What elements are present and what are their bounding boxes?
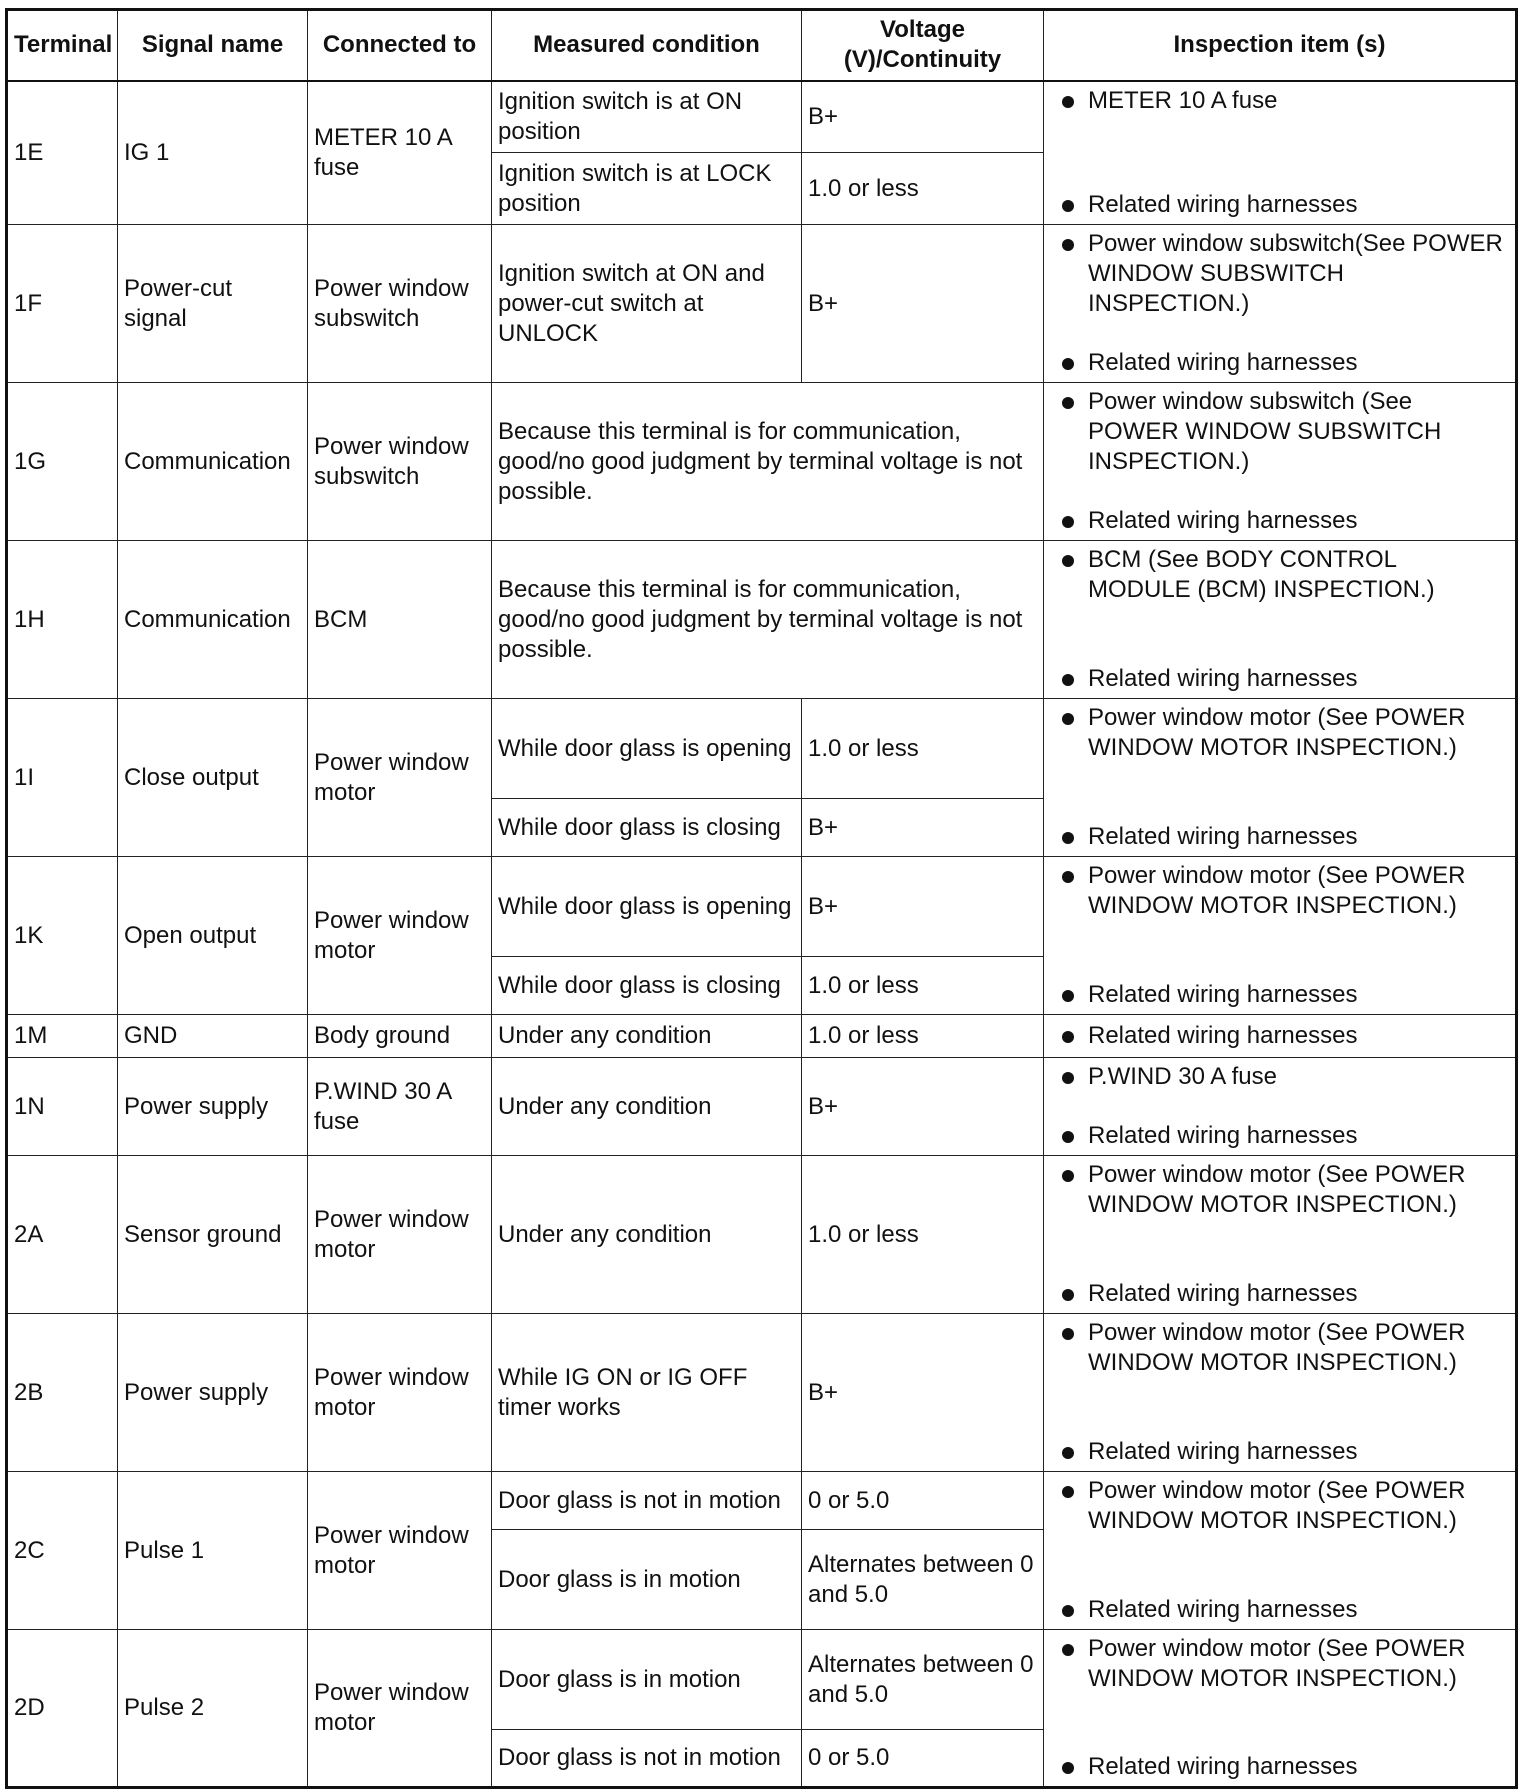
voltage-cell: Alternates between 0 and 5.0 <box>802 1530 1044 1630</box>
terminal-cell: 1E <box>7 81 118 225</box>
inspection-item: BCM (See BODY CONTROL MODULE (BCM) INSPECTION.) <box>1088 545 1505 605</box>
measured-condition-cell: Under any condition <box>492 1015 802 1058</box>
table-row <box>7 1015 1517 1058</box>
voltage-cell: 0 or 5.0 <box>802 1730 1044 1788</box>
measured-condition-cell: While door glass is closing <box>492 799 802 857</box>
voltage-cell: 1.0 or less <box>802 1156 1044 1314</box>
measured-condition-cell: Ignition switch is at ON position <box>492 81 802 153</box>
terminal-cell: 2A <box>7 1156 118 1314</box>
terminal-cell: 1M <box>7 1015 118 1058</box>
inspection-item: Power window motor (See POWER WINDOW MOTOR INSPECTION.) <box>1088 1160 1505 1220</box>
header-signal-name: Signal name <box>118 10 308 81</box>
table-row <box>7 1630 1517 1730</box>
table-row <box>7 383 1517 541</box>
inspection-list <box>1088 703 1505 852</box>
terminal-cell: 1K <box>7 857 118 1015</box>
connected-to-cell: Power window motor <box>308 1472 492 1630</box>
signal-name-cell: Communication <box>118 383 308 541</box>
measured-condition-cell: Under any condition <box>492 1156 802 1314</box>
signal-name-cell: Open output <box>118 857 308 1015</box>
signal-name-cell: Power supply <box>118 1058 308 1156</box>
signal-name-cell: GND <box>118 1015 308 1058</box>
voltage-cell: 0 or 5.0 <box>802 1472 1044 1530</box>
connected-to-cell: Power window motor <box>308 1156 492 1314</box>
terminal-cell: 1F <box>7 225 118 383</box>
voltage-cell: 1.0 or less <box>802 957 1044 1015</box>
inspection-list <box>1088 1318 1505 1467</box>
inspection-item: Power window subswitch(See POWER WINDOW SUBSWITCH INSPECTION.) <box>1088 229 1505 319</box>
signal-name-cell: IG 1 <box>118 81 308 225</box>
table-row <box>7 699 1517 799</box>
inspection-list <box>1088 1062 1505 1151</box>
voltage-cell: B+ <box>802 225 1044 383</box>
inspection-item: Power window motor (See POWER WINDOW MOTOR INSPECTION.) <box>1088 1318 1505 1378</box>
inspection-item: Related wiring harnesses <box>1088 664 1505 694</box>
inspection-cell <box>1044 1630 1517 1788</box>
inspection-item: Power window motor (See POWER WINDOW MOTOR INSPECTION.) <box>1088 703 1505 763</box>
inspection-list <box>1088 1019 1505 1053</box>
signal-name-cell: Power-cut signal <box>118 225 308 383</box>
connected-to-cell: Power window motor <box>308 857 492 1015</box>
header-voltage-line2: (V)/Continuity <box>843 46 1002 74</box>
table-row <box>7 1472 1517 1530</box>
terminal-cell: 1N <box>7 1058 118 1156</box>
table-row <box>7 225 1517 383</box>
connected-to-cell: Power window motor <box>308 699 492 857</box>
table-row <box>7 857 1517 957</box>
connected-to-cell: Power window motor <box>308 1314 492 1472</box>
table-row <box>7 81 1517 153</box>
inspection-cell <box>1044 1058 1517 1156</box>
inspection-list <box>1088 861 1505 1010</box>
table-body <box>7 81 1517 1788</box>
voltage-cell: Alternates between 0 and 5.0 <box>802 1630 1044 1730</box>
header-inspection: Inspection item (s) <box>1044 10 1517 81</box>
inspection-item: Related wiring harnesses <box>1088 190 1505 220</box>
measured-condition-cell: Door glass is in motion <box>492 1630 802 1730</box>
inspection-list <box>1088 1634 1505 1782</box>
inspection-item: Related wiring harnesses <box>1088 980 1505 1010</box>
inspection-item: Related wiring harnesses <box>1088 1121 1505 1151</box>
inspection-cell <box>1044 1472 1517 1630</box>
inspection-cell <box>1044 857 1517 1015</box>
voltage-cell: B+ <box>802 81 1044 153</box>
voltage-cell: B+ <box>802 1058 1044 1156</box>
inspection-item: Power window motor (See POWER WINDOW MOTOR INSPECTION.) <box>1088 1634 1505 1694</box>
inspection-list <box>1088 1160 1505 1309</box>
terminal-cell: 1H <box>7 541 118 699</box>
terminal-cell: 2B <box>7 1314 118 1472</box>
inspection-item: Related wiring harnesses <box>1088 1279 1505 1309</box>
table-row <box>7 1058 1517 1156</box>
voltage-cell: B+ <box>802 857 1044 957</box>
inspection-cell <box>1044 1156 1517 1314</box>
table-row <box>7 1314 1517 1472</box>
inspection-cell <box>1044 699 1517 857</box>
inspection-cell <box>1044 383 1517 541</box>
measured-condition-cell: While door glass is opening <box>492 857 802 957</box>
signal-name-cell: Sensor ground <box>118 1156 308 1314</box>
inspection-item: Related wiring harnesses <box>1088 1021 1505 1051</box>
connected-to-cell: BCM <box>308 541 492 699</box>
terminal-cell: 1G <box>7 383 118 541</box>
header-row <box>7 10 1517 81</box>
connected-to-cell: Power window subswitch <box>308 225 492 383</box>
signal-name-cell: Pulse 1 <box>118 1472 308 1630</box>
table-row <box>7 1156 1517 1314</box>
voltage-cell: B+ <box>802 799 1044 857</box>
inspection-item: METER 10 A fuse <box>1088 86 1505 116</box>
measured-condition-cell: While IG ON or IG OFF timer works <box>492 1314 802 1472</box>
communication-note-cell: Because this terminal is for communication, good/no good judgment by terminal voltage is not possible. <box>492 383 1044 541</box>
measured-condition-cell: While door glass is closing <box>492 957 802 1015</box>
voltage-cell: 1.0 or less <box>802 699 1044 799</box>
inspection-cell <box>1044 541 1517 699</box>
terminal-cell: 2D <box>7 1630 118 1788</box>
measured-condition-cell: Door glass is in motion <box>492 1530 802 1630</box>
inspection-cell <box>1044 1015 1517 1058</box>
inspection-item: Related wiring harnesses <box>1088 822 1505 852</box>
header-voltage <box>802 10 1044 81</box>
voltage-cell: 1.0 or less <box>802 153 1044 225</box>
inspection-cell <box>1044 1314 1517 1472</box>
inspection-list <box>1088 545 1505 694</box>
voltage-cell: 1.0 or less <box>802 1015 1044 1058</box>
inspection-item: Power window subswitch (See POWER WINDOW SUBSWITCH INSPECTION.) <box>1088 387 1505 477</box>
inspection-list <box>1088 86 1505 221</box>
inspection-item: Power window motor (See POWER WINDOW MOTOR INSPECTION.) <box>1088 1476 1505 1536</box>
measured-condition-cell: Under any condition <box>492 1058 802 1156</box>
inspection-item: Related wiring harnesses <box>1088 1437 1505 1467</box>
inspection-item: Related wiring harnesses <box>1088 506 1505 536</box>
inspection-item: Related wiring harnesses <box>1088 348 1505 378</box>
connected-to-cell: Power window subswitch <box>308 383 492 541</box>
measured-condition-cell: Ignition switch at ON and power-cut switch at UNLOCK <box>492 225 802 383</box>
signal-name-cell: Close output <box>118 699 308 857</box>
inspection-item: Power window motor (See POWER WINDOW MOTOR INSPECTION.) <box>1088 861 1505 921</box>
measured-condition-cell: Ignition switch is at LOCK position <box>492 153 802 225</box>
measured-condition-cell: Door glass is not in motion <box>492 1730 802 1788</box>
signal-name-cell: Power supply <box>118 1314 308 1472</box>
header-connected-to: Connected to <box>308 10 492 81</box>
inspection-list <box>1088 229 1505 378</box>
connected-to-cell: Power window motor <box>308 1630 492 1788</box>
inspection-list <box>1088 387 1505 536</box>
measured-condition-cell: While door glass is opening <box>492 699 802 799</box>
signal-name-cell: Pulse 2 <box>118 1630 308 1788</box>
inspection-list <box>1088 1476 1505 1625</box>
header-voltage-line1: Voltage <box>880 16 965 44</box>
terminal-cell: 2C <box>7 1472 118 1630</box>
table-row <box>7 541 1517 699</box>
inspection-cell <box>1044 225 1517 383</box>
inspection-item: Related wiring harnesses <box>1088 1595 1505 1625</box>
connected-to-cell: P.WIND 30 A fuse <box>308 1058 492 1156</box>
header-terminal: Terminal <box>7 10 118 81</box>
terminal-inspection-table <box>5 8 1518 1789</box>
voltage-cell: B+ <box>802 1314 1044 1472</box>
connected-to-cell: Body ground <box>308 1015 492 1058</box>
communication-note-cell: Because this terminal is for communication, good/no good judgment by terminal voltage is not possible. <box>492 541 1044 699</box>
terminal-cell: 1I <box>7 699 118 857</box>
inspection-item: P.WIND 30 A fuse <box>1088 1062 1505 1092</box>
inspection-item: Related wiring harnesses <box>1088 1752 1505 1782</box>
signal-name-cell: Communication <box>118 541 308 699</box>
connected-to-cell: METER 10 A fuse <box>308 81 492 225</box>
header-measured-condition: Measured condition <box>492 10 802 81</box>
measured-condition-cell: Door glass is not in motion <box>492 1472 802 1530</box>
inspection-cell <box>1044 81 1517 225</box>
